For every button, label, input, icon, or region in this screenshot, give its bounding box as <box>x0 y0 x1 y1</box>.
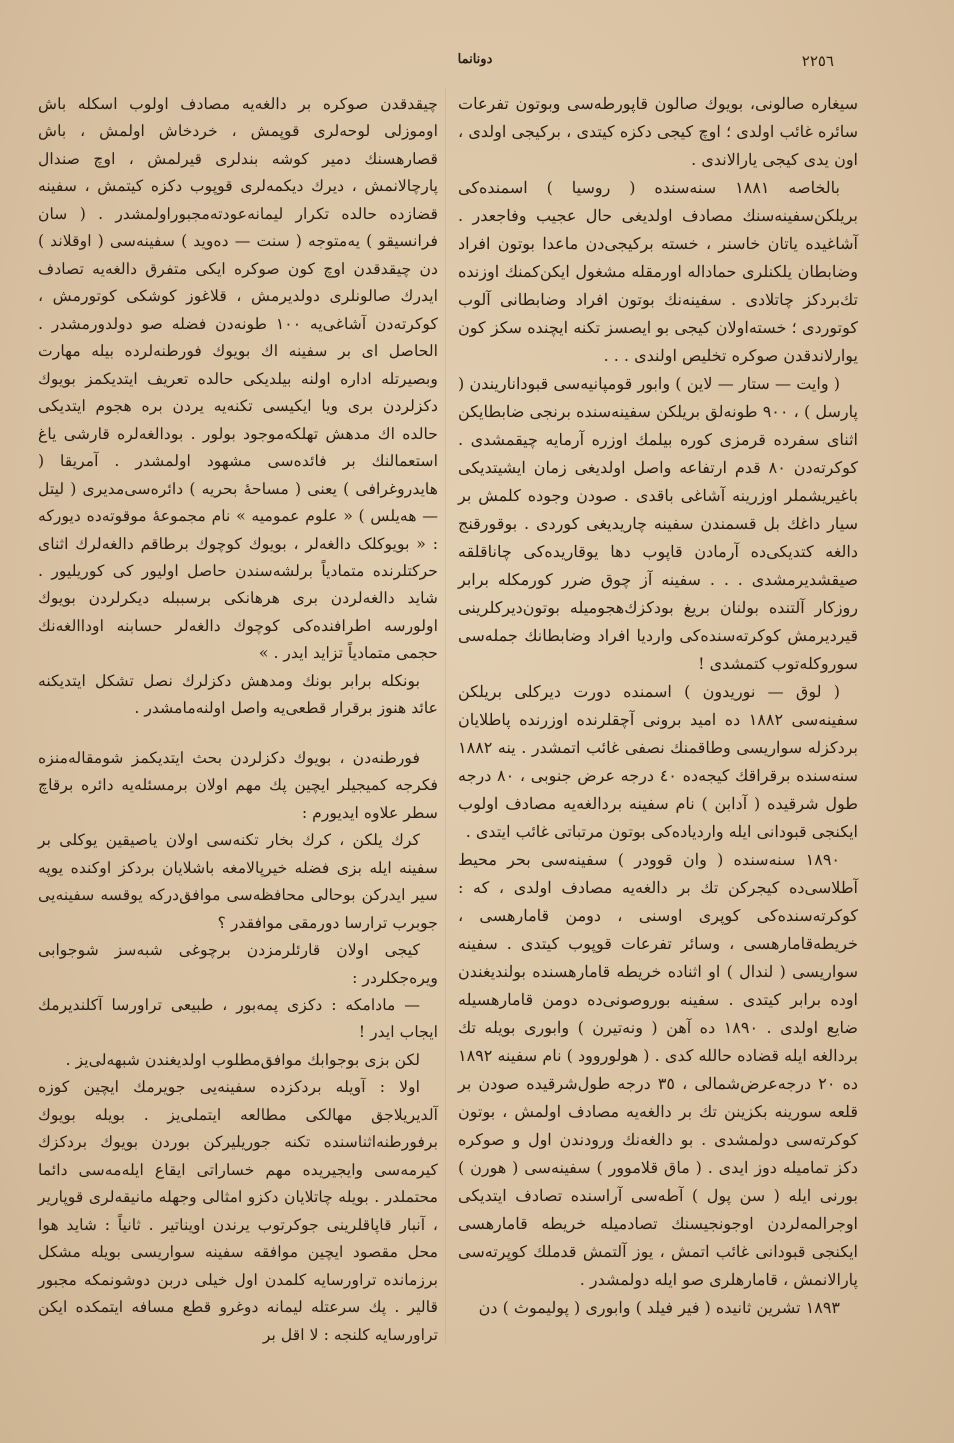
paragraph: بالخاصه ١٨٨١ سنه‌سنده ( روسیا ) اسمنده‌کی بریلکن‌سفینه‌سنك مصادف اولدیغی حال عجیب وفاجعدر . آشاغیده یاتان خاسنر ، خسته برکیجی‌دن ماعدا بوتون افراد وضابطان یلکنلری حماداله اورمقله مشغول ایکن‌کمنك اوزنده تك‌بردکز چاتلادی . سفینه‌نك بوتون افراد وضابطانی آلوب کوتوردی ؛ خسته‌اولان کیجی بو ایصسز تکنه ایچنده سکز کون یوارلاندقدن صوکره تخلیص اولندی . . . <box>458 178 858 365</box>
paragraph: ١٨٩٣ تشرین ثانیده ( فیر فیلد ) وابوری ( پولیموث ) دن <box>478 1298 840 1317</box>
paragraph: اولا : آویله بردکزده سفینه‌یی جویرمك ایچین کوزه آلدیریلاجق مهالکی مطالعه ایتملی‌یز . بویله بویوك برفورطنه‌اثناسنده تکنه جوریلیرکن بوردن بویوك بردکزك کیرمه‌سی وایجیریده مهم خساراتی ایقاع ایله‌مه‌سی دائما محتملدر . بویله چاتلایان دکزو امثالی وجهله مانیقه‌لری قوپاریر ، آنبار قاپاقلرینی جوکرتوب یرندن اویناتیر . ثانیاً : شاید هوا محل مقصود ایچین موافقه سفینه سواریسی بویله مشکل برزمانده تراورسایه کلمدن اول خیلی دربن دوشونمکه مجبور قالیر . پك سرعتله لیمانه دوغرو قطع مسافه ایتمکده ایکن تراورسایه کلنجه : لا اقل بر <box>38 1077 438 1344</box>
page-header <box>0 52 954 76</box>
paragraph: سیغاره صالونی، بویوك صالون قاپورطه‌سی وبوتون تفرعات سائره غائب اولدی ؛ اوچ کیجی دکزه کیتدی ، برکیجی اولدی ، اون یدی کیجی یارالاندی . <box>458 94 858 169</box>
paragraph: کیجی اولان قارئلرمزدن برچوغی شبه‌سز شوجوابی ویره‌جکلردر : <box>38 940 438 987</box>
paragraph: فورطنه‌دن ، بویوك دکزلردن بحث ایتدیکمز شومقاله‌منزه فکرجه کمیجیلر ایچین پك مهم اولان برمسئله‌یه دائره برقاچ سطر علاوه ایدیورم : <box>38 747 438 822</box>
section-break <box>38 722 438 744</box>
paragraph: کرك یلکن ، کرك بخار تکنه‌سی اولان یاصیقین یوکلی بر سفینه ایله بزی فضله خیرپالامغه باشلایان بردکز اوکنده یوپه سیر ایدرکن بوحالی محافظه‌سی موافق‌درکه یوقسه سفینه‌یی جوبرب ترارسا دورمقی موافقدر ؟ <box>38 830 438 932</box>
journal-title: دونانما <box>457 52 493 67</box>
paragraph: چیقدقدن صوکره بر دالغه‌یه مصادف اولوب اسکله باش اوموزلی لوحه‌لری قوپمش ، خردخاش اولمش ، باش قصارهسنك دمیر کوشه بندلری قیرلمش ، اوچ صندال پارچالانمش ، دیرك دیکمه‌لری قوپوب دکزه کیتمش ، سفینه قضازده حالده تکرار لیمانه‌عودته‌مجبوراولمشدر . ( سان فرانسیقو ) یه‌متوجه ( سنت — ده‌وید ) سفینه‌سی ( اوقلاند ) دن چیقدقدن اوچ کون صوکره ایکی متفرق دالغه‌یه تصادف ایدرك صالونلری دولدیرمش ، قلاغوز کوشکی کوتورمش ، کوکرته‌دن آشاغی‌یه ١٠٠ طونه‌دن فضله صو دولدورمشدر . الحاصل ای بر سفینه اك بویوك فورطنه‌لرده بیله مهارت وبصیرتله اداره اولنه بیلدیکی حالده تعریف ایتدیکمز بویوك دکزلردن بری ویا ایکیسی تکنه‌یه یردن بره هجوم ایتدیکی حالده اك مدهش تهلکه‌موجود بولور . بودالغه‌لره قارشی یاغ استعمالنك بر فائده‌سی مشهود اولمشدر . آمریقا ( هایدروغرافی ) یعنی ( مساحهٔ بحریه ) دائره‌سی‌مدیری ( لیتل — هه‌یلس ) « علوم عمومیه » نام مجموعهٔ موقوته‌ده دیورکه : « بویوکلک دالغه‌لر ، بویوك کوچوك برطاقم دالغه‌لرك اثنای حرکتلرنده متمادیاً برلشه‌سندن حاصل اولیور کی کوریلیور . شاید دالغه‌لردن بری هرهانکی برسببله دیکرلردن بویوك اولورسه اطرافنده‌کی کوچوك دالغه‌لر حسابنه اوداالغه‌نك حجمی متمادیاً تزاید ایدر . » <box>38 94 439 663</box>
paragraph: ( وایت — ستار — لاین ) وابور قومپانیه‌سی قبوداناریندن ( پارسل ) ، ٩٠٠ طونه‌لق بریلکن سفینه‌سنده برنجی ضابطایکن اثنای سفرده قرمزی کوره بیلمك اوزره آرمایه چیقمشدی . کوکرته‌دن ٨٠ قدم ارتفاعه واصل اولدیغی زمان ایشیتدیکی باغیریشملر اوزرینه آشاغی باقدی . صودن وجوده کلمش بر سیار داغك بل قسمندن سفینه چاریدیغی کوردی . بوقورقنج دالغه کتدیکی‌ده آرمادن قاپوب دها یوقاریده‌کی چاناقلقه صیقشدیرمشدی . . . سفینه آز چوق ضرر کورمکله برابر روزکار آلتنده بولنان بریغ بودکزك‌هجومیله بوتون‌دیرکلرینی قیرد‌یرمش کوکرته‌سنده‌کی واردیا افراد وضابطانك جمله‌سی سوروکله‌توب کتمشدی ! <box>458 374 858 673</box>
column-gutter <box>445 88 446 1343</box>
paragraph: — مادامکه : دکزی پمه‌بور ، طبیعی تراورسا آکلندیرمك ایجاب ایدر ! <box>38 995 438 1042</box>
paragraph: لکن بزی بوجوابك موافق‌مطلوب اولدیغندن شبهه‌لی‌یز . <box>65 1049 420 1069</box>
page-number: ٢٢٥٦ <box>801 52 834 70</box>
right-column <box>458 90 858 1322</box>
paragraph: بونکله برابر بونك ومدهش دکزلرك نصل تشکل ایتدیکنه عائد هنوز برقرار قطعی‌یه واصل اولنه‌مامشدر . <box>38 670 438 718</box>
paragraph: ( لوق — نوریدون ) اسمنده دورت دیرکلی بریلکن سفینه‌سی ١٨٨٢ ده امید برونی آچقلرنده اوزرنده پاطلایان بردکزله سواریسی وطاقمنك نصفی غائب اتمشدر . ینه ١٨٨٢ سنه‌سنده برقراقك کیجه‌ده ٤٠ درجه عرض جنوبی ، ٨٠ درجه طول شرقیده ( آدابن ) نام سفینه بردالغه‌یه مصادف اولوب ایکنجی قبودانی ایله واردیاده‌کی بوتون مرتباتی غائب ایتدی . <box>458 682 859 841</box>
paragraph: ١٨٩٠ سنه‌سنده ( وان قوودر ) سفینه‌سی بحر محیط آطلاسی‌ده کیجرکن تك بر دالغه‌یه مصادف اولدی ، که : کوکرته‌سنده‌کی کوپری اوسنی ، دومن قامارهسی ، خریطه‌قامارهسی ، وسائر تفرعات قوپوب کیتدی . سفینه سواریسی ( لندال ) او اثناده خریطه قامارهسنده بولندیغندن اوده برابر کیتدی . سفینه بوروصونی‌ده دومن قامارهسیله ضایع اولدی . ١٨٩٠ ده آهن ( ونه‌تیرن ) وابوری بویله تك بردالغه ایله قضاده حالله کدی . ( هولوروود ) نام سفینه ١٨٩٢ ده ٢٠ درجه‌عرض‌شمالی ، ٣٥ درجه طول‌شرقیده صودن بر قلعه سورینه بکزینن تك بر دالغه‌یه مصادف اولمش ، بوتون کوکرته‌سی دولمشدی . بو دالغه‌نك ورودندن اول و صوکره دکز تمامیله دوز ایدی . ( ماق قلاموور ) سفینه‌سی ( هورن ) بورنی ایله ( سن پول ) آطه‌سی آراسنده تصادف ایتدیکی اوجرالمه‌لردن اوجونجیسنك تصادمیله خریطه قامارهسی ایکنجی قبودانی غائب اتمش ، یوز آلتمش قدملك کوپرته‌سی پارالانمش ، قامارهلری صو ایله دولمشدر . <box>458 850 859 1289</box>
left-column <box>38 90 438 1348</box>
